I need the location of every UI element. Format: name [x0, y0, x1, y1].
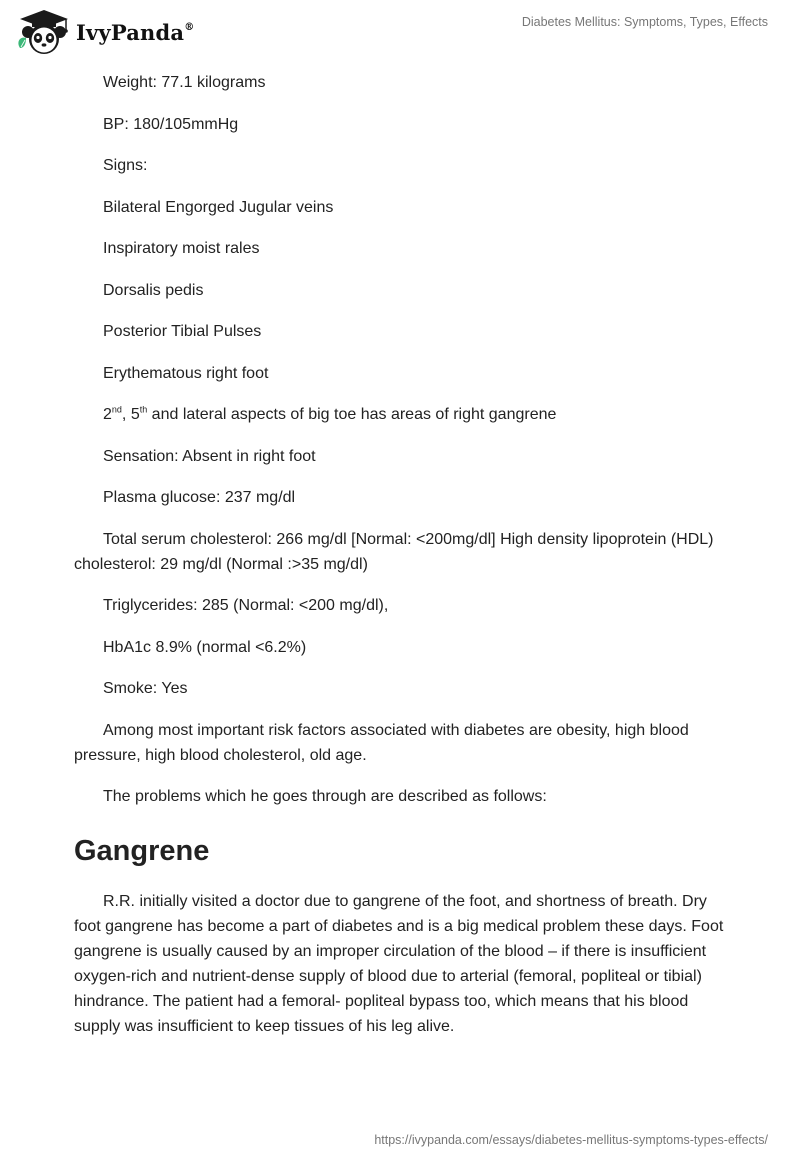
signs-line: Signs: [103, 157, 148, 174]
gangrene-paragraph: R.R. initially visited a doctor due to gangrene of the foot, and shortness of breath. Dry foot gangrene has become a part of diabetes and is a big medical problem these days. Foot gangrene is usually caused by an improper circulation of the blood – if there is insufficient oxygen-rich and nutrient-dense supply of blood due to arterial (femoral, popliteal or tibial) hindrance. The patient had a femoral- popliteal bypass too, which means that his blood supply was insufficient to keep tissues of his leg alive. [74, 893, 724, 1035]
toe-line: 2nd, 5th and lateral aspects of big toe has areas of right gangrene [103, 404, 557, 423]
jugular-line: Bilateral Engorged Jugular veins [103, 198, 334, 216]
page-header [0, 0, 800, 64]
brand-name: IvyPanda® [76, 19, 195, 45]
hba1c-line: HbA1c 8.9% (normal <6.2%) [103, 638, 307, 656]
risk-paragraph: Among most important risk factors associated with diabetes are obesity, high blood pressure, high blood cholesterol, old age. [74, 721, 689, 764]
brand-logo[interactable] [14, 8, 194, 56]
smoke-line: Smoke: Yes [103, 680, 188, 697]
panda-graduation-cap-icon [14, 8, 70, 56]
sensation-line: Sensation: Absent in right foot [103, 447, 316, 465]
section-heading: Gangrene [74, 835, 210, 867]
dorsalis-line: Dorsalis pedis [103, 281, 204, 299]
glucose-line: Plasma glucose: 237 mg/dl [103, 489, 296, 506]
cholesterol-line: Total serum cholesterol: 266 mg/dl [Normal: <200mg/dl] High density lipoprotein (HDL) cholesterol: 29 mg/dl (Normal :>35 mg/dl) [74, 530, 714, 573]
source-url[interactable]: https://ivypanda.com/essays/diabetes-mellitus-symptoms-types-effects/ [374, 1133, 768, 1147]
bp-line: BP: 180/105mmHg [103, 115, 239, 133]
tibial-line: Posterior Tibial Pulses [103, 323, 262, 340]
document-title: Diabetes Mellitus: Symptoms, Types, Effects [521, 15, 768, 29]
weight-line: Weight: 77.1 kilograms [103, 74, 266, 91]
essay-content [74, 70, 726, 1056]
triglycerides-line: Triglycerides: 285 (Normal: <200 mg/dl), [103, 597, 389, 614]
rales-line: Inspiratory moist rales [103, 240, 260, 257]
erythematous-line: Erythematous right foot [103, 364, 269, 382]
problems-line: The problems which he goes through are described as follows: [103, 788, 547, 805]
